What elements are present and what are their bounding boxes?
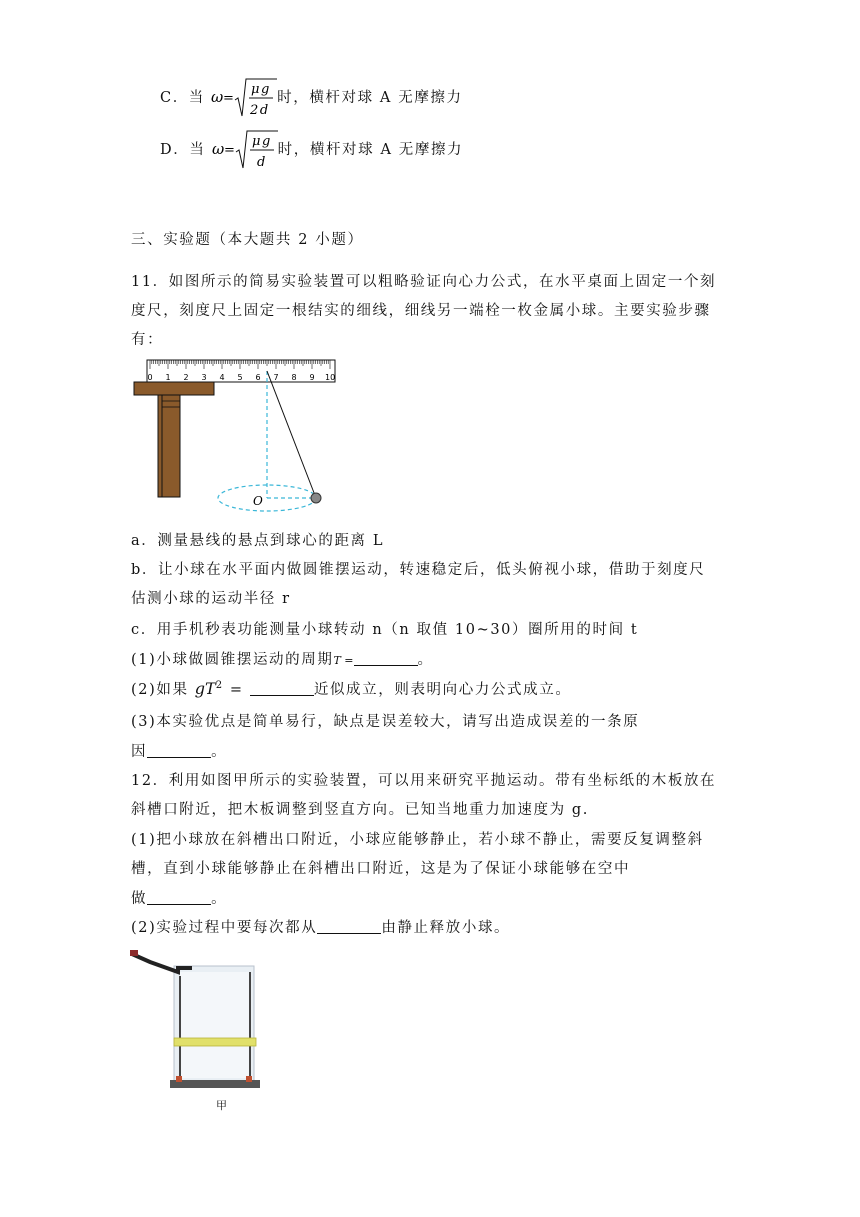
denominator: 2d	[250, 103, 270, 118]
equals-sign: =	[223, 682, 244, 698]
sub-text: 做	[131, 891, 148, 907]
q11-stem-line: 11．如图所示的简易实验装置可以粗略验证向心力公式，在水平桌面上固定一个刻	[131, 274, 717, 290]
ruler-tick-label: 9	[309, 373, 315, 382]
section-heading: 三、实验题（本大题共 2 小题）	[131, 232, 364, 248]
ruler-tick-label: 10	[325, 373, 336, 382]
clamp-post	[158, 395, 180, 497]
pendulum-figure	[130, 356, 345, 516]
sub-text: 。	[417, 652, 434, 668]
catcher-bar	[174, 1038, 256, 1046]
q11-step-b: 估测小球的运动半径 r	[131, 591, 291, 607]
inclined-chute	[132, 954, 192, 972]
omega-symbol: ω	[211, 140, 226, 158]
q11-stem-line: 度尺，刻度尺上固定一根结实的细线，细线另一端栓一枚金属小球。主要实验步骤	[131, 303, 711, 319]
foot	[246, 1076, 252, 1082]
denominator: d	[256, 155, 267, 170]
q12-stem-line: 斜槽口附近，把木板调整到竖直方向。已知当地重力加速度为 g.	[131, 802, 589, 818]
ruler-tick-label: 6	[255, 373, 261, 382]
q11-step-b: b．让小球在水平面内做圆锥摆运动，转速稳定后，低头俯视小球，借助于刻度尺	[131, 562, 706, 578]
answer-blank[interactable]	[250, 681, 314, 696]
sub-text: 由静止释放小球。	[381, 920, 511, 936]
option-text: 当	[188, 90, 205, 106]
figure-caption: 甲	[216, 1099, 227, 1112]
q12-sub2	[131, 916, 510, 937]
sub-text: 因	[131, 744, 148, 760]
q11-step-c: c．用手机秒表功能测量小球转动 n（n 取值 10~30）圈所用的时间 t	[131, 622, 639, 638]
sub-text: (1)小球做圆锥摆运动的周期	[131, 652, 334, 668]
formula-exponent: 2	[215, 680, 224, 692]
q12-sub1-cont	[131, 887, 227, 908]
option-letter: D．	[160, 142, 190, 158]
foot	[176, 1076, 182, 1082]
omega-symbol: ω	[211, 88, 225, 106]
answer-blank[interactable]	[147, 743, 211, 758]
q11-sub3: (3)本实验优点是简单易行，缺点是误差较大，请写出造成误差的一条原	[131, 714, 640, 730]
grid-paper	[180, 972, 250, 1078]
q12-sub1: (1)把小球放在斜槽出口附近，小球应能够静止，若小球不静止，需要反复调整斜	[131, 832, 704, 848]
sub-text: (2)如果	[131, 682, 189, 698]
clamp-top	[134, 382, 214, 395]
option-text: 时，横杆对球 A 无摩擦力	[277, 142, 464, 158]
option-d	[160, 128, 463, 172]
sub-text: 近似成立，则表明向心力公式成立。	[313, 682, 572, 698]
formula-gt2: gT	[194, 679, 216, 698]
q11-sub1	[131, 648, 434, 669]
q12-stem-line: 12．利用如图甲所示的实验装置，可以用来研究平抛运动。带有坐标纸的木板放在	[131, 773, 717, 789]
center-label-o: O	[253, 494, 263, 508]
ruler-tick-label: 2	[183, 373, 189, 382]
omega-formula	[211, 76, 277, 120]
numerator: μg	[251, 82, 272, 97]
ruler-tick-label: 8	[291, 373, 297, 382]
pendulum-string	[267, 371, 316, 498]
equals-sign: =	[223, 143, 237, 158]
option-text: 时，横杆对球 A 无摩擦力	[277, 90, 463, 106]
metal-ball	[311, 493, 321, 503]
q12-sub1: 槽，直到小球能够静止在斜槽出口附近，这是为了保证小球能够在空中	[131, 861, 631, 877]
ruler-tick-label: 3	[201, 373, 207, 382]
projectile-apparatus-photo	[130, 946, 260, 1094]
q11-sub3-cont	[131, 740, 227, 761]
period-symbol: T =	[333, 654, 354, 667]
chute-stopper	[130, 950, 138, 956]
option-c	[160, 76, 463, 120]
q11-sub2	[131, 678, 571, 699]
option-letter: C．	[160, 90, 189, 106]
sub-text: (2)实验过程中要每次都从	[131, 920, 318, 936]
q11-stem-line: 有：	[131, 332, 164, 348]
q11-step-a: a．测量悬线的悬点到球心的距离 L	[131, 533, 385, 549]
option-text: 当	[189, 142, 206, 158]
answer-blank[interactable]	[354, 651, 418, 666]
sub-text: 。	[211, 891, 228, 907]
equals-sign: =	[223, 91, 236, 106]
ruler-tick-label: 1	[165, 373, 171, 382]
ruler-tick-label: 5	[237, 373, 243, 382]
sub-text: 。	[211, 744, 228, 760]
answer-blank[interactable]	[317, 919, 381, 934]
answer-blank[interactable]	[147, 890, 211, 905]
ruler-tick-label: 7	[273, 373, 279, 382]
numerator: μg	[251, 134, 272, 149]
ruler-tick-label: 4	[219, 373, 225, 382]
omega-formula	[212, 128, 278, 172]
ruler-tick-label: 0	[147, 373, 153, 382]
